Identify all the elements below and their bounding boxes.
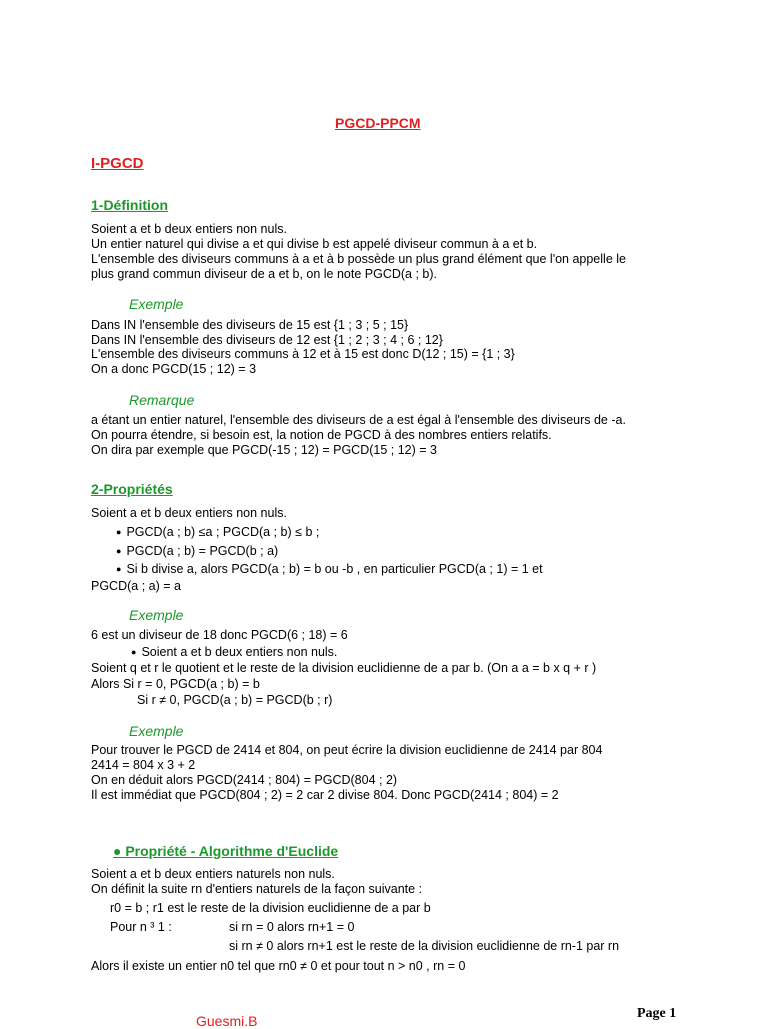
- remarque-line: On pourra étendre, si besoin est, la notion de PGCD à des nombres entiers relatifs.: [91, 428, 552, 442]
- prop-bullet: ● PGCD(a ; b) = PGCD(b ; a): [116, 544, 278, 560]
- exemple-label: Exemple: [129, 607, 184, 623]
- euclide-line: si rn = 0 alors rn+1 = 0: [229, 920, 355, 934]
- exemple-line: Pour trouver le PGCD de 2414 et 804, on peut écrire la division euclidienne de 2414 par 804: [91, 743, 603, 757]
- author: Guesmi.B: [196, 1013, 258, 1029]
- alors-line: Si r ≠ 0, PGCD(a ; b) = PGCD(b ; r): [137, 693, 333, 707]
- euclide-line: r0 = b ; r1 est le reste de la division euclidienne de a par b: [110, 901, 431, 915]
- prop-bullet: ● PGCD(a ; b) ≤a ; PGCD(a ; b) ≤ b ;: [116, 525, 319, 541]
- def-line: Soient a et b deux entiers non nuls.: [91, 222, 287, 236]
- euclide-heading: ● Propriété - Algorithme d'Euclide: [113, 843, 339, 859]
- euclide-line: Alors il existe un entier n0 tel que rn0 ≠ 0 et pour tout n > n0 , rn = 0: [91, 959, 466, 973]
- section-heading: I-PGCD: [91, 155, 144, 172]
- remarque-label: Remarque: [129, 392, 195, 408]
- def-line: plus grand commun diviseur de a et b, on le note PGCD(a ; b).: [91, 267, 438, 281]
- euclide-line: si rn ≠ 0 alors rn+1 est le reste de la division euclidienne de rn-1 par rn: [229, 939, 620, 953]
- exemple-line: Dans IN l'ensemble des diviseurs de 15 est {1 ; 3 ; 5 ; 15}: [91, 318, 409, 332]
- remarque-line: a étant un entier naturel, l'ensemble des diviseurs de a est égal à l'ensemble des diviseurs de -a.: [91, 413, 626, 427]
- exemple-line: On en déduit alors PGCD(2414 ; 804) = PGCD(804 ; 2): [91, 773, 398, 787]
- prop-bullet: ● Si b divise a, alors PGCD(a ; b) = b ou -b , en particulier PGCD(a ; 1) = 1 et: [116, 562, 543, 578]
- euclide-line: Pour n ³ 1 :: [110, 920, 172, 934]
- exemple-label: Exemple: [129, 296, 184, 312]
- exemple-line: 6 est un diviseur de 18 donc PGCD(6 ; 18) = 6: [91, 628, 348, 642]
- prop-cont: PGCD(a ; a) = a: [91, 579, 181, 593]
- exemple-line: Il est immédiat que PGCD(804 ; 2) = 2 car 2 divise 804. Donc PGCD(2414 ; 804) = 2: [91, 788, 559, 802]
- exemple-label: Exemple: [129, 723, 184, 739]
- exemple-line: Dans IN l'ensemble des diviseurs de 12 est {1 ; 2 ; 3 ; 4 ; 6 ; 12}: [91, 333, 443, 347]
- exemple-line: On a donc PGCD(15 ; 12) = 3: [91, 362, 257, 376]
- alors-line: Alors Si r = 0, PGCD(a ; b) = b: [91, 677, 260, 691]
- page-title: PGCD-PPCM: [335, 115, 421, 131]
- prop-bullet: ● Soient a et b deux entiers non nuls.: [131, 645, 337, 661]
- euclide-line: On définit la suite rn d'entiers naturels de la façon suivante :: [91, 882, 423, 896]
- def-line: L'ensemble des diviseurs communs à a et à b possède un plus grand élément que l'on appelle le: [91, 252, 626, 266]
- page-number: Page 1: [637, 1006, 677, 1021]
- exemple-line: 2414 = 804 x 3 + 2: [91, 758, 196, 772]
- quotient-line: Soient q et r le quotient et le reste de la division euclidienne de a par b. (On a a = b x q + r ): [91, 661, 597, 675]
- exemple-line: L'ensemble des diviseurs communs à 12 et à 15 est donc D(12 ; 15) = {1 ; 3}: [91, 347, 515, 361]
- definition-heading: 1-Définition: [91, 197, 168, 213]
- prop-intro: Soient a et b deux entiers non nuls.: [91, 506, 287, 520]
- remarque-line: On dira par exemple que PGCD(-15 ; 12) = PGCD(15 ; 12) = 3: [91, 443, 437, 457]
- proprietes-heading: 2-Propriétés: [91, 481, 173, 497]
- euclide-line: Soient a et b deux entiers naturels non nuls.: [91, 867, 335, 881]
- def-line: Un entier naturel qui divise a et qui divise b est appelé diviseur commun à a et b.: [91, 237, 538, 251]
